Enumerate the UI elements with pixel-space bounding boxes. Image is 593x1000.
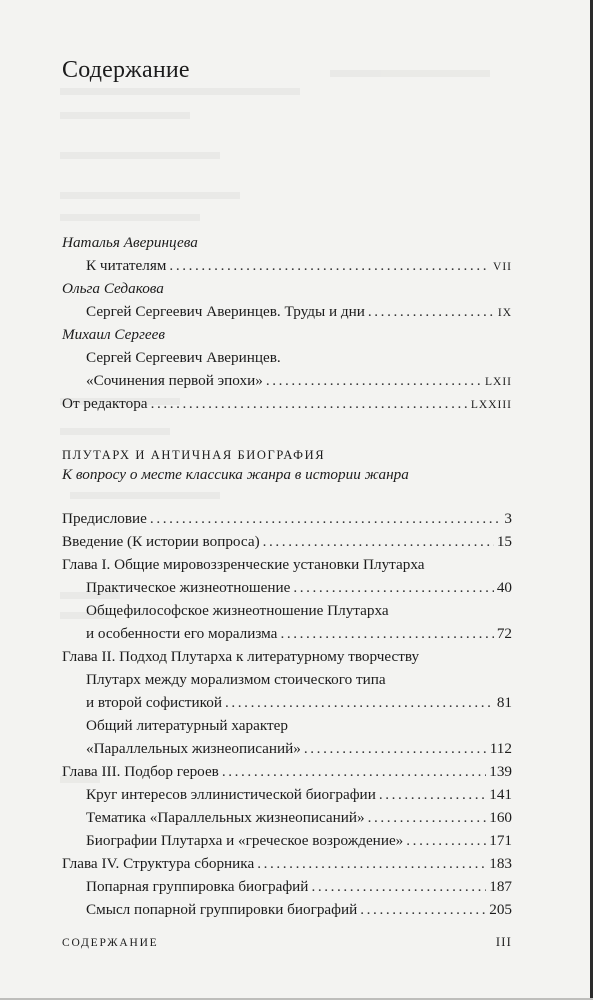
entry-title: Глава IV. Структура сборника [62,855,255,872]
leader-dots [169,254,490,277]
page-number: 141 [489,786,512,803]
page-number: 72 [496,625,512,642]
entry-title-line[interactable]: Плутарх между морализмом стоического типа [86,671,386,688]
entry-title: Предисловие [62,510,147,527]
entry-title: Круг интересов эллинистической биографии [86,786,376,803]
leader-dots [406,829,486,852]
leader-dots [222,760,486,783]
author-name: Михаил Сергеев [62,326,165,343]
leader-dots [150,507,501,530]
entry-title: и второй софистикой [86,694,222,711]
page-number: 3 [504,510,512,527]
page-number: VII [493,261,512,273]
leader-dots [360,898,486,921]
entry-title: Сергей Сергеевич Аверинцев. Труды и дни [86,303,365,320]
front-matter [62,231,512,415]
toc-entry[interactable] [62,507,512,530]
toc-entry[interactable] [62,806,512,829]
page-number: 171 [489,832,512,849]
page-number: 187 [489,878,512,895]
entry-title-line[interactable]: Сергей Сергеевич Аверинцев. [86,349,281,366]
leader-dots [225,691,494,714]
toc-entry[interactable] [62,875,512,898]
entry-title: Биографии Плутарха и «греческое возрождение» [86,832,404,849]
page-number: 81 [496,694,512,711]
leader-dots [368,806,487,829]
entry-title: Глава III. Подбор героев [62,763,219,780]
entry-title: От редактора [62,395,148,412]
entry-title-line[interactable]: Общефилософское жизнеотношение Плутарха [86,602,389,619]
page-number: 205 [489,901,512,918]
entry-title: Тематика «Параллельных жизнеописаний» [86,809,365,826]
leader-dots [311,875,486,898]
entry-title: и особенности его морализма [86,625,278,642]
toc-entry[interactable] [62,737,512,760]
leader-dots [368,300,495,323]
page-title: Содержание [62,57,190,83]
toc-entry[interactable] [62,829,512,852]
toc-entry[interactable] [62,622,512,645]
page-number: IX [497,307,512,319]
leader-dots [293,576,493,599]
entry-title-line[interactable]: Общий литературный характер [86,717,288,734]
chapter-heading[interactable]: Глава II. Подход Плутарха к литературному творчеству [62,648,420,665]
toc-entry[interactable] [62,898,512,921]
leader-dots [266,369,482,392]
entry-title: Введение (К истории вопроса) [62,533,260,550]
leader-dots [151,392,468,415]
chapter-heading[interactable]: Глава I. Общие мировоззренческие установки Плутарха [62,556,425,573]
folio-page-number: III [495,935,512,949]
toc-entry[interactable] [62,783,512,806]
entry-title: К читателям [86,257,167,274]
page-number: 183 [489,855,512,872]
entry-title: Практическое жизнеотношение [86,579,291,596]
author-name: Наталья Аверинцева [62,234,198,251]
author-name: Ольга Седакова [62,280,164,297]
page-number: 40 [496,579,512,596]
section-subtitle: К вопросу о месте классика жанра в истории жанра [62,466,409,483]
toc-entry[interactable] [62,576,512,599]
entry-title: «Сочинения первой эпохи» [86,372,263,389]
toc-entry[interactable] [62,691,512,714]
toc-entry[interactable] [62,760,512,783]
page-number: LXXIII [470,399,512,411]
leader-dots [257,852,486,875]
entry-title: Смысл попарной группировки биографий [86,901,358,918]
page-number: 160 [489,809,512,826]
leader-dots [379,783,486,806]
page-number: 15 [496,533,512,550]
toc-list [62,507,512,921]
toc-entry[interactable] [62,369,512,392]
section-heading: ПЛУТАРХ И АНТИЧНАЯ БИОГРАФИЯ [62,448,326,462]
leader-dots [280,622,493,645]
toc-entry[interactable] [62,254,512,277]
page-number: LXII [485,376,512,388]
toc-entry[interactable] [62,852,512,875]
entry-title: Попарная группировка биографий [86,878,309,895]
toc-entry[interactable] [62,392,512,415]
page-number: 139 [489,763,512,780]
running-head: СОДЕРЖАНИЕ [62,937,159,949]
page-number: 112 [489,740,512,757]
entry-title: «Параллельных жизнеописаний» [86,740,301,757]
leader-dots [263,530,494,553]
leader-dots [304,737,487,760]
toc-entry[interactable] [62,300,512,323]
toc-entry[interactable] [62,530,512,553]
